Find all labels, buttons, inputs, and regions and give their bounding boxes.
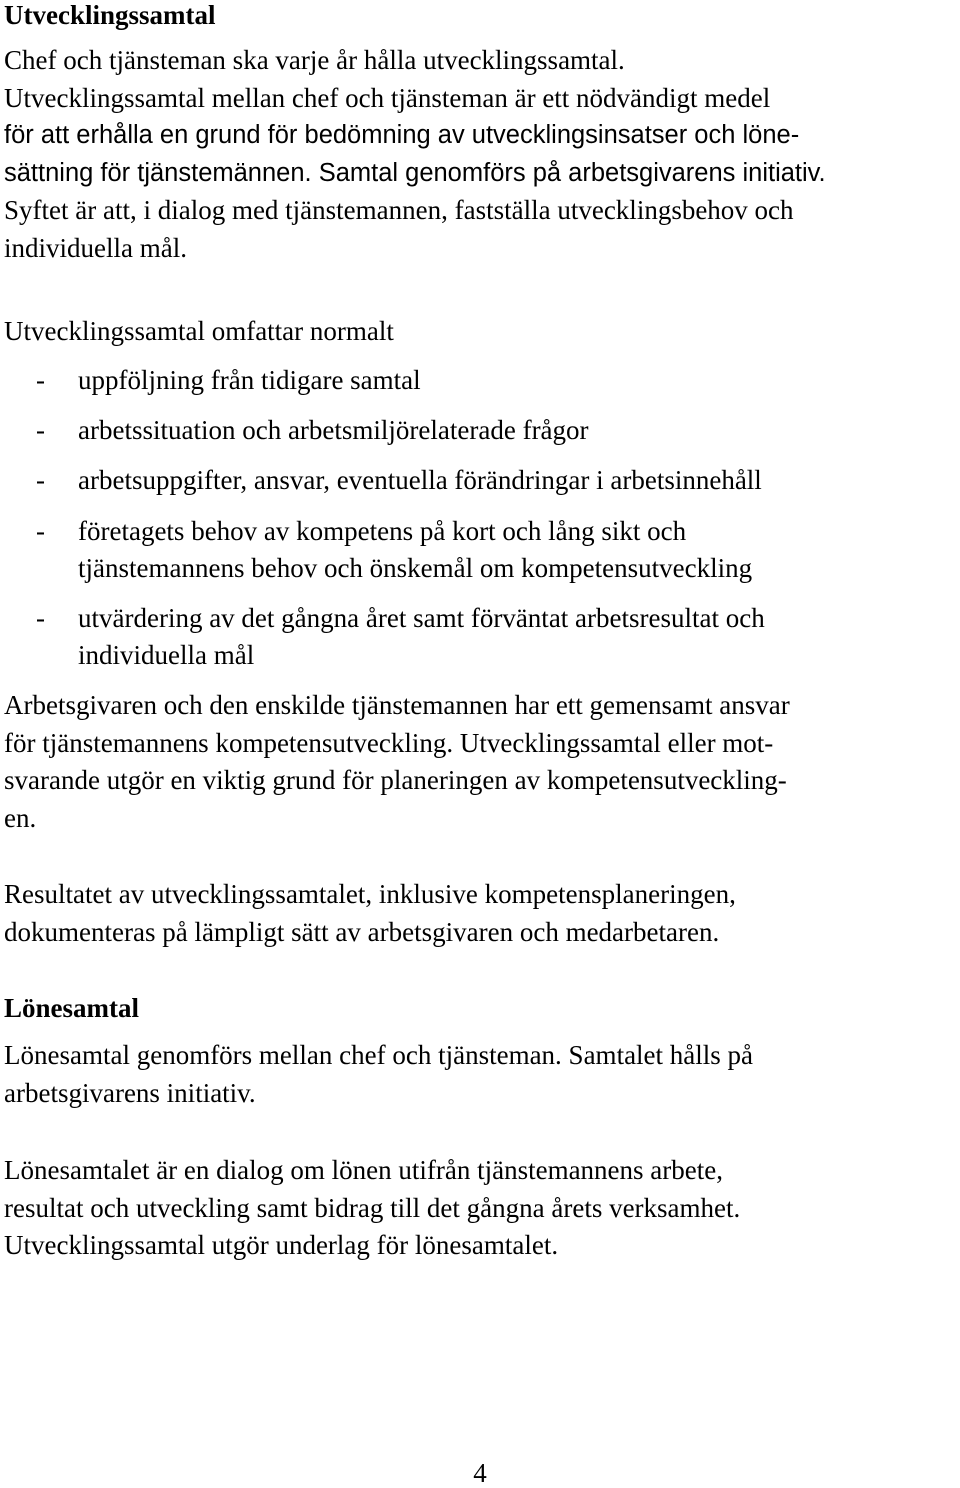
list-dash: - [36,465,45,495]
list-dash: - [36,365,45,395]
paragraph-line: Syftet är att, i dialog med tjänstemannen, fastställa utvecklingsbehov och [4,195,794,225]
paragraph-line: sättning för tjänstemännen. Samtal genomförs på arbetsgivarens initiativ. [4,158,826,187]
paragraph-documentation [4,876,736,951]
paragraph-lonesamtal-intro [4,1037,753,1112]
list-dash: - [36,516,45,546]
paragraph-line: dokumenteras på lämpligt sätt av arbetsgivaren och medarbetaren. [4,916,720,947]
paragraph-line: svarande utgör en viktig grund för planeringen av kompetensutveckling- [4,765,787,795]
list-dash: - [36,603,45,633]
paragraph-line: resultat och utveckling samt bidrag till det gångna årets verksamhet. [4,1192,741,1223]
list-item-text: utvärdering av det gångna året samt förväntat arbetsresultat och [78,603,765,633]
list-item-text: individuella mål [78,640,255,670]
paragraph-line: arbetsgivarens initiativ. [4,1077,256,1108]
paragraph-lonesamtal-dialog [4,1152,740,1265]
list-dash: - [36,415,45,445]
paragraph-line: Chef och tjänsteman ska varje år hålla utvecklingssamtal. [4,45,625,75]
section-heading-utvecklingssamtal: Utvecklingssamtal [4,0,216,30]
paragraph-line: för tjänstemannens kompetensutveckling. Utvecklingssamtal eller mot- [4,727,774,758]
paragraph-line: Utvecklingssamtal mellan chef och tjänsteman är ett nödvändigt medel [4,82,771,113]
page-number: 4 [473,1458,487,1488]
paragraph-responsibility [4,687,790,837]
paragraph-line: Lönesamtalet är en dialog om lönen utifrån tjänstemannens arbete, [4,1155,723,1185]
paragraph-line: individuella mål. [4,232,187,263]
list-item-text: företagets behov av kompetens på kort och lång sikt och [78,516,687,546]
paragraph-line: en. [4,802,37,833]
list-item-text: arbetssituation och arbetsmiljörelaterade frågor [78,415,589,445]
paragraph-line: Lönesamtal genomförs mellan chef och tjänsteman. Samtalet hålls på [4,1040,754,1070]
list-item-text: arbetsuppgifter, ansvar, eventuella förändringar i arbetsinnehåll [78,465,762,495]
paragraph-line: Utvecklingssamtal utgör underlag för lönesamtalet. [4,1230,559,1260]
section-heading-lonesamtal: Lönesamtal [4,993,139,1023]
list-intro: Utvecklingssamtal omfattar normalt [4,316,394,346]
list-item-text: uppföljning från tidigare samtal [78,365,421,395]
paragraph-line: för att erhålla en grund för bedömning av utvecklingsinsatser och löne- [4,121,800,149]
list-item-text: tjänstemannens behov och önskemål om kompetensutveckling [78,553,753,583]
paragraph-intro [4,42,826,267]
paragraph-line: Resultatet av utvecklingssamtalet, inklusive kompetensplaneringen, [4,879,736,909]
paragraph-line: Arbetsgivaren och den enskilde tjänstemannen har ett gemensamt ansvar [4,690,790,720]
